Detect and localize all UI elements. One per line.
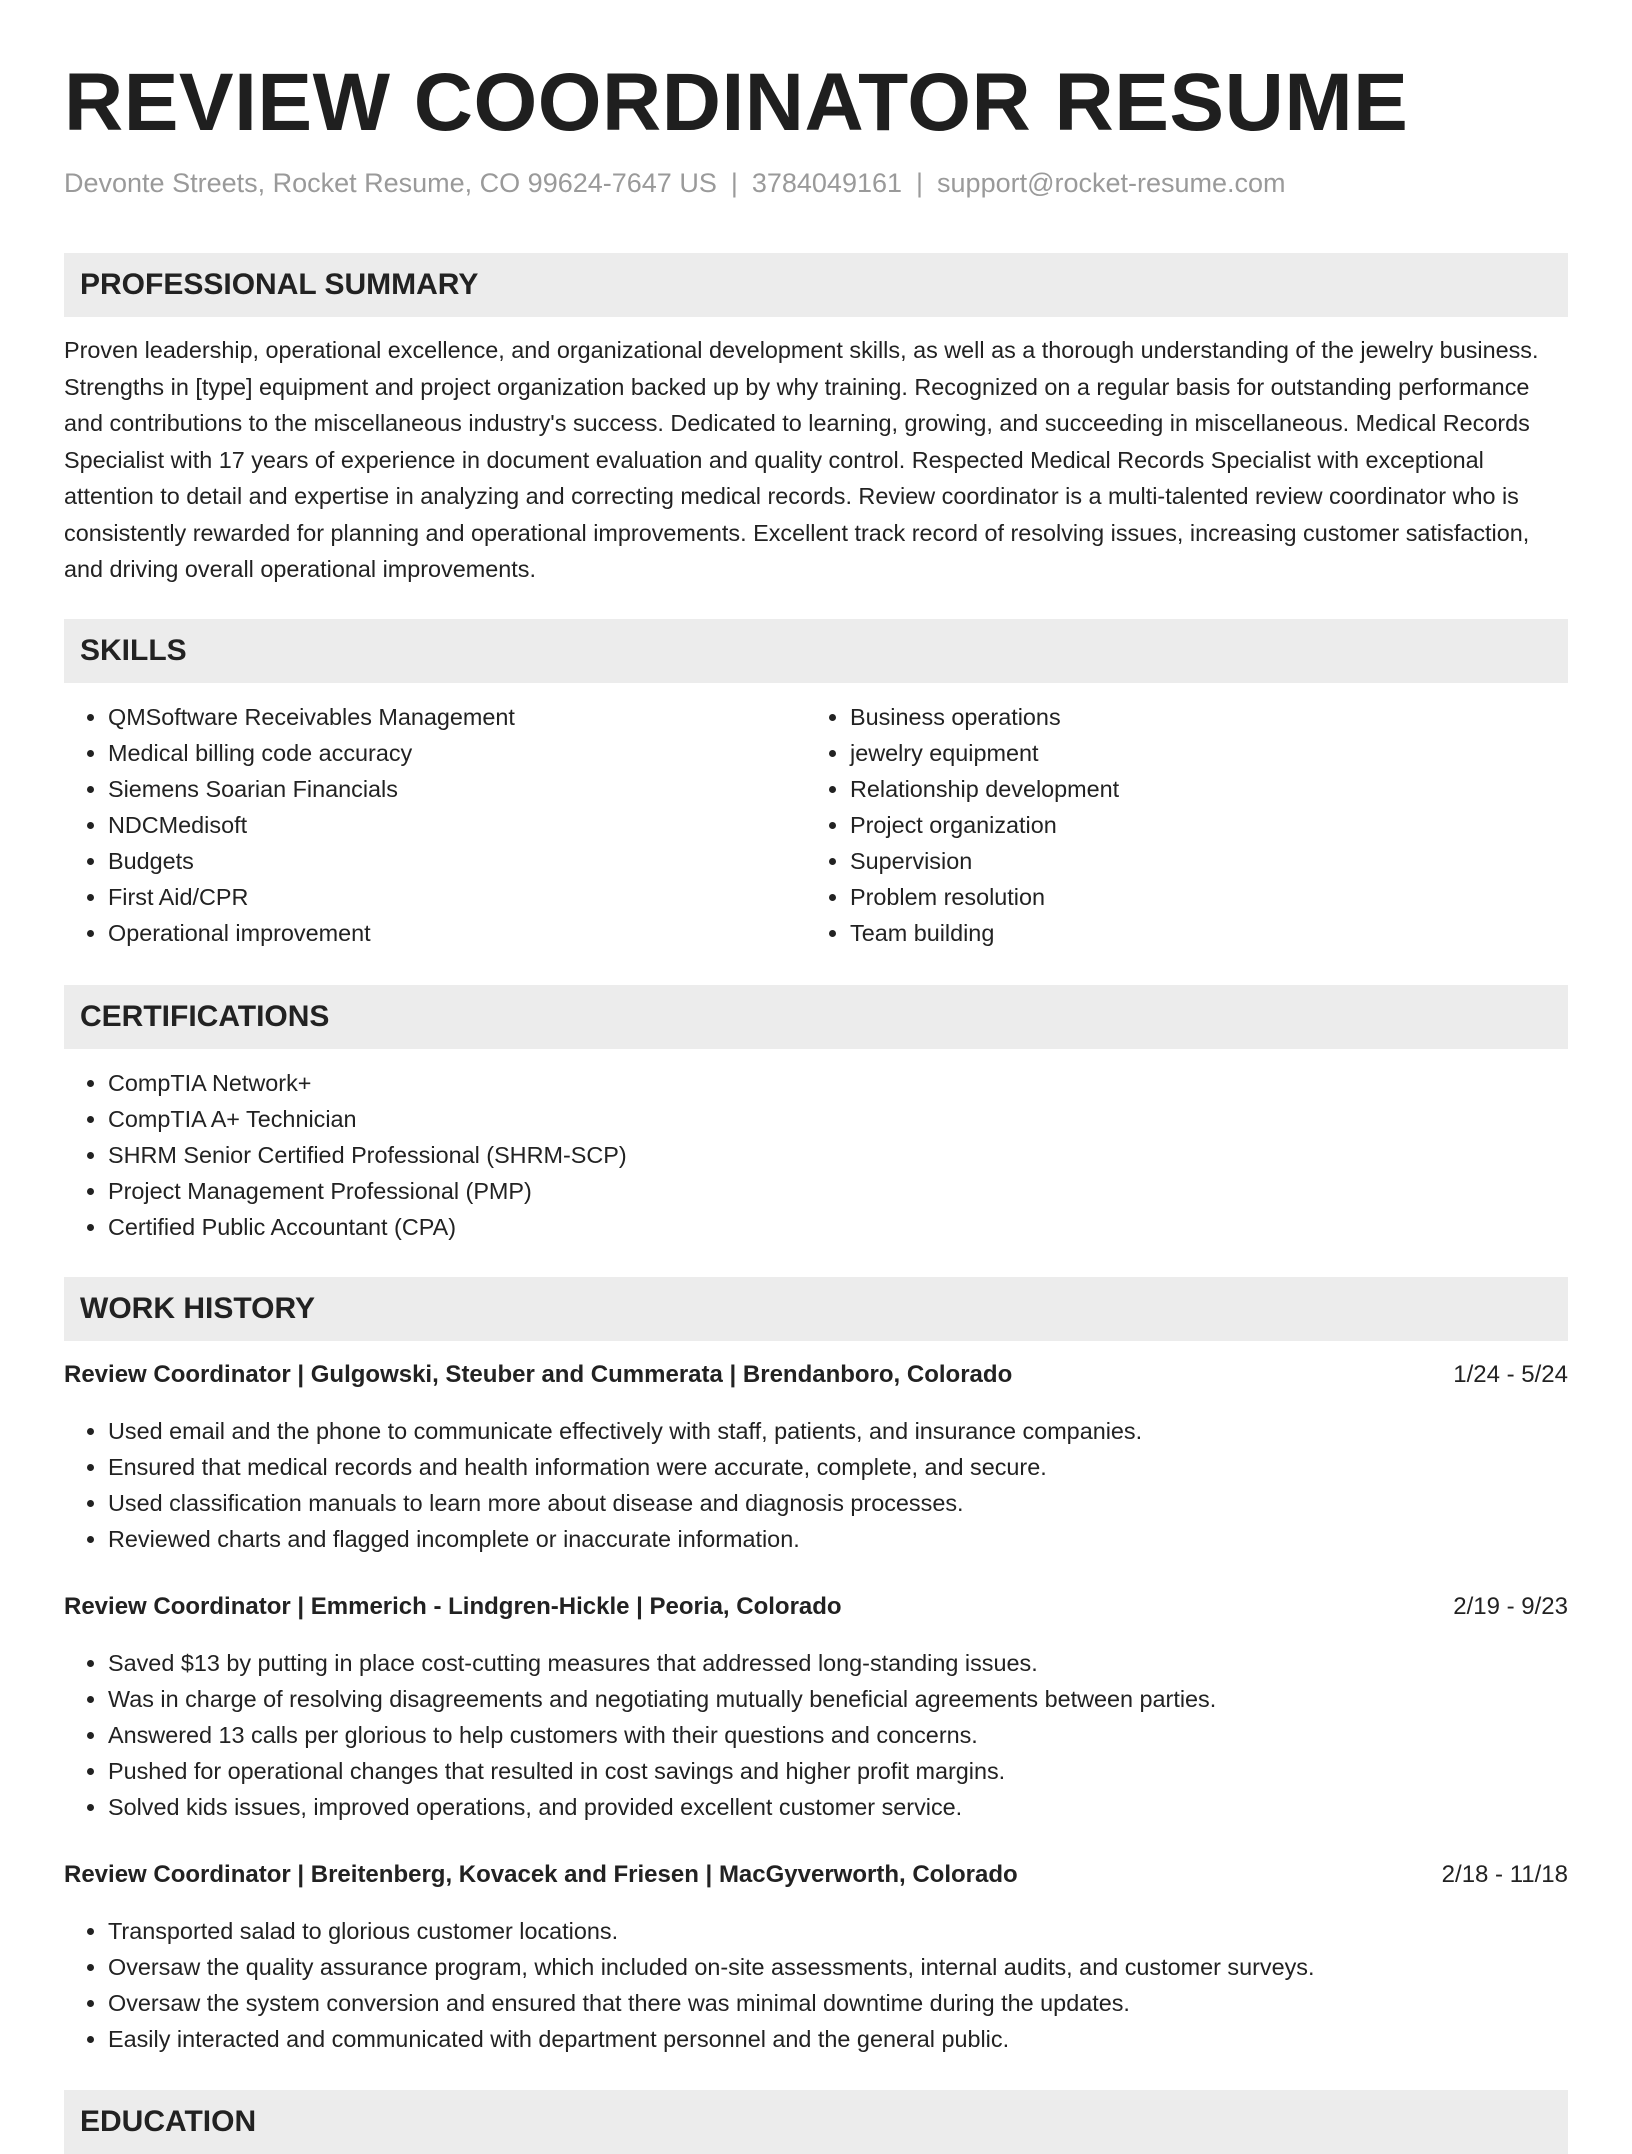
job-bullets (64, 1913, 1314, 2057)
section-heading-certifications: CERTIFICATIONS (64, 985, 1568, 1049)
job-dates: 2/18 - 11/18 (1441, 1861, 1568, 1888)
page-title: REVIEW COORDINATOR RESUME (64, 57, 1409, 148)
skills-list-right (806, 699, 1119, 951)
skill-item: • Budgets (108, 843, 515, 879)
skill-item: • First Aid/CPR (108, 879, 515, 915)
skill-item: • Problem resolution (850, 879, 1119, 915)
job-bullet: • Transported salad to glorious customer locations. (108, 1913, 1314, 1949)
skill-item: • jewelry equipment (850, 735, 1119, 771)
job-title: Review Coordinator | Emmerich - Lindgren-Hickle | Peoria, Colorado (64, 1593, 842, 1620)
contact-address: Devonte Streets, Rocket Resume, CO 99624-7647 US (64, 168, 717, 198)
contact-phone: 3784049161 (751, 168, 903, 198)
skill-item: • Business operations (850, 699, 1119, 735)
skill-item: • QMSoftware Receivables Management (108, 699, 515, 735)
skill-item: • Medical billing code accuracy (108, 735, 515, 771)
job-bullet: • Used email and the phone to communicate effectively with staff, patients, and insurance companies. (108, 1413, 1142, 1449)
job-bullet: • Used classification manuals to learn more about disease and diagnosis processes. (108, 1485, 1142, 1521)
contact-separator: | (916, 168, 924, 198)
skill-item: • Supervision (850, 843, 1119, 879)
job-bullet: • Saved $13 by putting in place cost-cutting measures that addressed long-standing issues. (108, 1645, 1216, 1681)
certifications-list (64, 1065, 627, 1245)
job-bullet: • Easily interacted and communicated with department personnel and the general public. (108, 2021, 1314, 2057)
skill-item: • Team building (850, 915, 1119, 951)
job-dates: 2/19 - 9/23 (1453, 1593, 1568, 1620)
section-heading-education: EDUCATION (64, 2090, 1568, 2154)
certification-item: • CompTIA A+ Technician (108, 1101, 627, 1137)
summary-text: Proven leadership, operational excellence, and organizational development skills, as well as a thorough understanding of the jewelry business. Strengths in [type] equipment and project organization backed up by why training. Recognized on a regular basis for outstanding performance and contributions to the miscellaneous industry's success. Dedicated to learning, growing, and succeeding in miscellaneous. Medical Records Specialist with 17 years of experience in document evaluation and quality control. Respected Medical Records Specialist with exceptional attention to detail and expertise in analyzing and correcting medical records. Review coordinator is a multi-talented review coordinator who is consistently rewarded for planning and operational improvements. Excellent track record of resolving issues, increasing customer satisfaction, and driving overall operational improvements. (64, 337, 1539, 582)
job-bullet: • Was in charge of resolving disagreements and negotiating mutually beneficial agreements between parties. (108, 1681, 1216, 1717)
skill-item: • Operational improvement (108, 915, 515, 951)
certification-item: • CompTIA Network+ (108, 1065, 627, 1101)
contact-line (64, 168, 1286, 199)
job-bullet: • Oversaw the system conversion and ensured that there was minimal downtime during the updates. (108, 1985, 1314, 2021)
certification-item: • Project Management Professional (PMP) (108, 1173, 627, 1209)
certification-item: • Certified Public Accountant (CPA) (108, 1209, 627, 1245)
job-bullet: • Pushed for operational changes that resulted in cost savings and higher profit margins. (108, 1753, 1216, 1789)
job-bullet: • Solved kids issues, improved operations, and provided excellent customer service. (108, 1789, 1216, 1825)
section-heading-skills: SKILLS (64, 619, 1568, 683)
contact-email: support@rocket-resume.com (937, 168, 1286, 198)
skill-item: • NDCMedisoft (108, 807, 515, 843)
job-bullet: • Answered 13 calls per glorious to help customers with their questions and concerns. (108, 1717, 1216, 1753)
section-heading-work-history: WORK HISTORY (64, 1277, 1568, 1341)
job-title: Review Coordinator | Breitenberg, Kovacek and Friesen | MacGyverworth, Colorado (64, 1861, 1018, 1888)
section-heading-summary: PROFESSIONAL SUMMARY (64, 253, 1568, 317)
skills-list-left (64, 699, 515, 951)
skill-item: • Relationship development (850, 771, 1119, 807)
job-title: Review Coordinator | Gulgowski, Steuber and Cummerata | Brendanboro, Colorado (64, 1361, 1013, 1388)
job-bullets (64, 1645, 1216, 1825)
contact-separator: | (730, 168, 738, 198)
job-bullet: • Ensured that medical records and health information were accurate, complete, and secure. (108, 1449, 1142, 1485)
job-bullets (64, 1413, 1142, 1557)
certification-item: • SHRM Senior Certified Professional (SHRM-SCP) (108, 1137, 627, 1173)
job-dates: 1/24 - 5/24 (1453, 1361, 1568, 1388)
skill-item: • Siemens Soarian Financials (108, 771, 515, 807)
job-bullet: • Reviewed charts and flagged incomplete or inaccurate information. (108, 1521, 1142, 1557)
job-bullet: • Oversaw the quality assurance program, which included on-site assessments, internal audits, and customer surveys. (108, 1949, 1314, 1985)
skill-item: • Project organization (850, 807, 1119, 843)
